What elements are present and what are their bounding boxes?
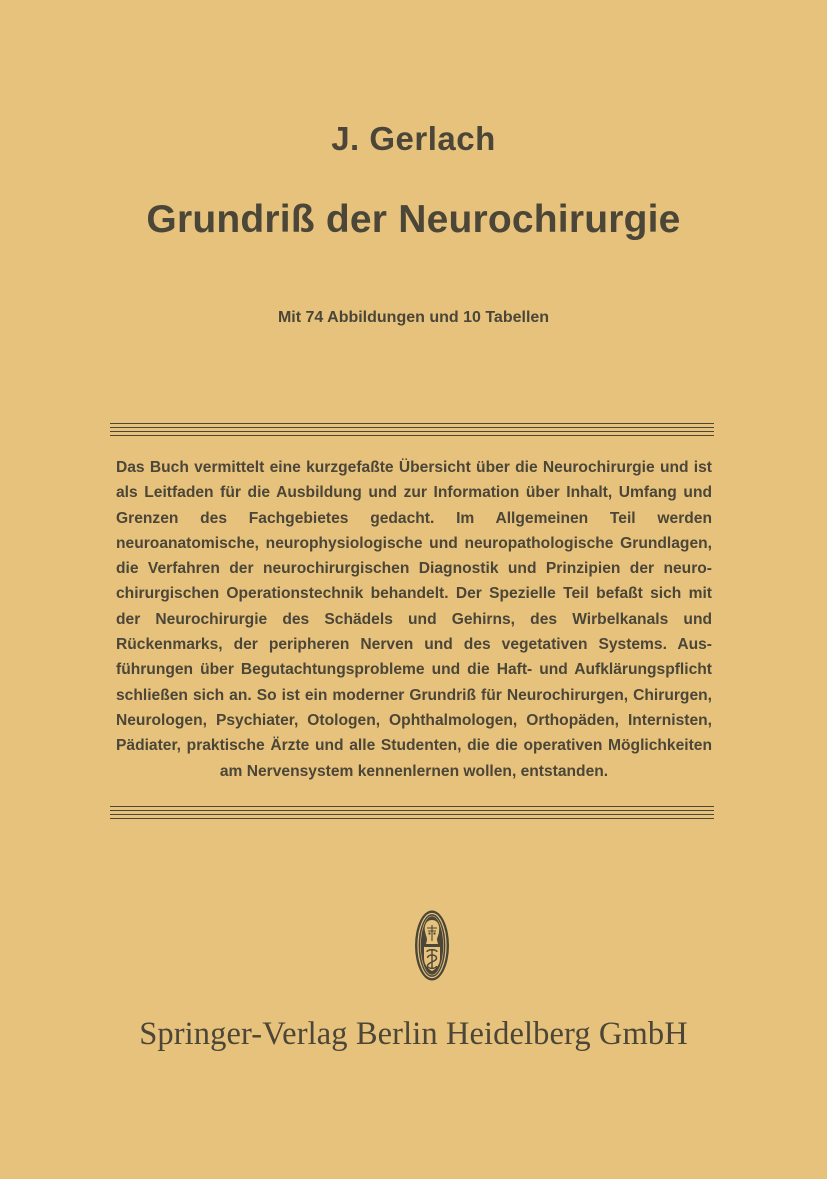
book-description: Das Buch vermittelt eine kurzgefaßte Übersicht über die Neurochirurgie und ist als Leitfaden für die Ausbildung und zur Information über Inhalt, Umfang und Grenzen des Fachgebietes gedacht. Im Allgemeinen Teil werden neuroanatomische, neurophysiologische und neuropathologische Grundlagen, die Verfahren der neurochirurgischen Diagnostik und Prinzipien der neurochirurgischen Operationstechnik behandelt. Der Spezielle Teil befaßt sich mit der Neurochirurgie des Schädels und Gehirns, des Wirbelkanals und Rückenmarks, der peripheren Nerven und des vegetativen Systems. Ausführungen über Begutachtungsprobleme und die Haft- und Aufklärungspflicht schließen sich an. So ist ein moderner Grundriß für Neurochirurgen, Chirurgen, Neurologen, Psychiater, Otologen, Ophthalmologen, Orthopäden, Internisten, Pädiater, praktische Ärzte und alle Studenten, die die operativen Möglichkeiten am Nervensystem kennenlernen wollen, entstanden. [116, 459, 712, 780]
book-subtitle: Mit 74 Abbildungen und 10 Tabellen [277, 309, 550, 326]
divider-line [110, 427, 714, 428]
divider-line [110, 431, 714, 432]
divider-line [110, 806, 714, 807]
publisher-name: Springer-Verlag Berlin Heidelberg GmbH [139, 1016, 688, 1052]
divider-line [110, 423, 714, 424]
divider-line [110, 435, 714, 436]
bottom-divider-rules [110, 806, 714, 820]
springer-knight-emblem-icon [413, 908, 451, 983]
divider-line [110, 814, 714, 815]
top-divider-rules [110, 423, 714, 437]
author-name: J. Gerlach [331, 120, 496, 157]
divider-line [110, 810, 714, 811]
divider-line [110, 818, 714, 819]
book-title: Grundriß der Neurochirurgie [146, 198, 681, 241]
